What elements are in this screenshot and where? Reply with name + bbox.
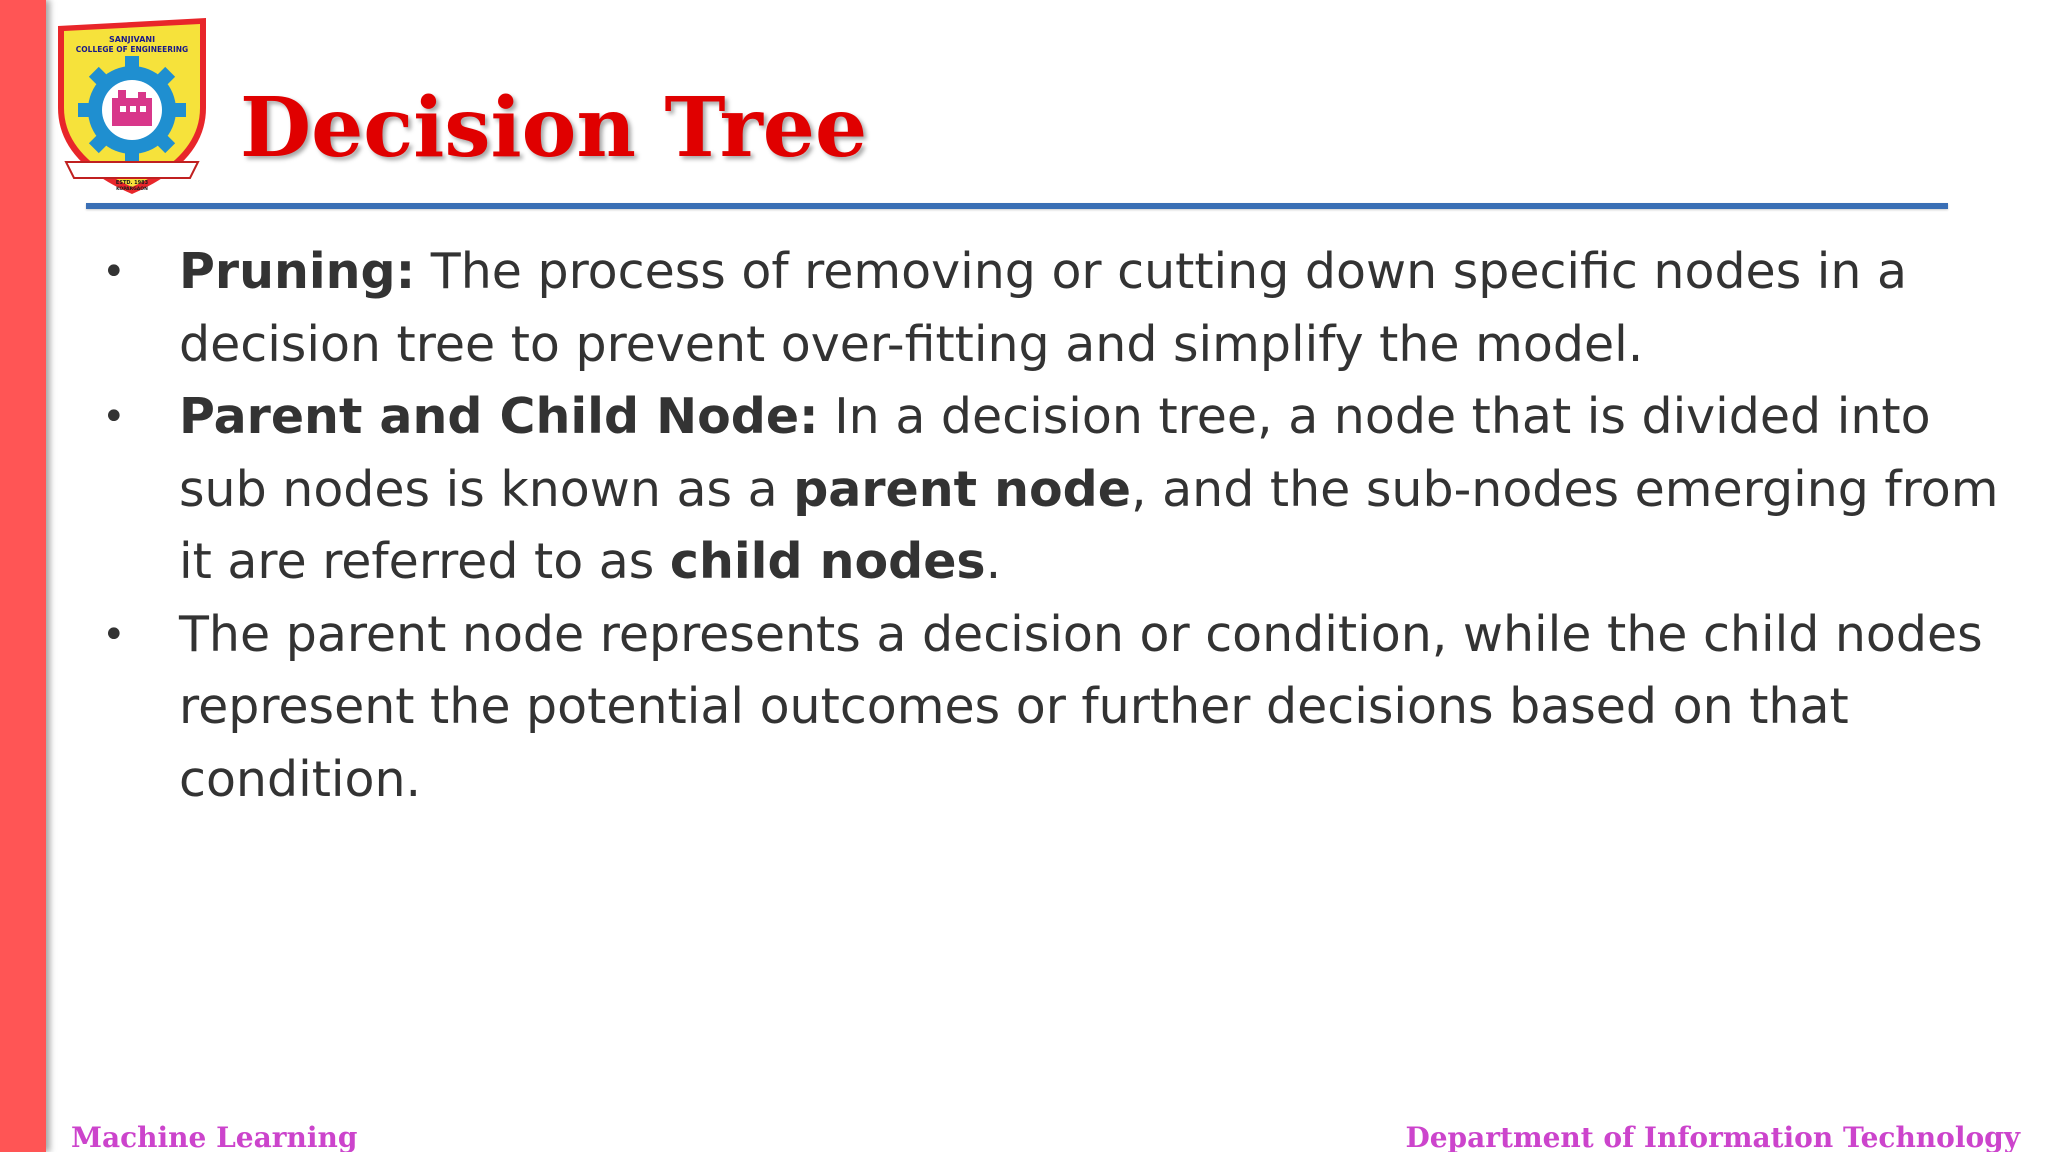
bullet-term: Parent and Child Node: [179, 388, 819, 445]
left-accent-bar [0, 0, 46, 1152]
bold-term-child-nodes: child nodes [669, 533, 986, 590]
logo-text-line2: COLLEGE OF ENGINEERING [75, 45, 189, 54]
bullet-icon: • [102, 249, 126, 295]
bold-term-parent-node: parent node [793, 460, 1131, 518]
bullet-text: The parent node represents a decision or condition, while the child nodes represent the potential outcomes or further decisions based on that condition. [179, 605, 1983, 808]
footer-department: Department of Information Technology [1405, 1121, 2020, 1152]
bullet-icon: • [102, 394, 126, 440]
slide-title: Decision Tree [240, 80, 868, 176]
bullet-text: The process of removing or cutting down specific nodes in a decision tree to prevent over-fitting and simplify the model. [179, 243, 1908, 373]
logo-text-line1: SANJIVANI [108, 35, 156, 44]
list-item [100, 236, 2000, 381]
list-item [100, 381, 2000, 599]
bullet-text: , and the sub-nodes emerging from it are referred to as [179, 460, 1999, 590]
list-item [100, 599, 2000, 817]
footer-course-name: Machine Learning [71, 1121, 358, 1152]
bullet-list [100, 236, 2000, 816]
logo-text-estd: ESTD. 1983 [115, 180, 149, 186]
bullet-text: In a decision tree, a node that is divided into sub nodes is known as a [179, 388, 1931, 518]
bullet-icon: • [102, 611, 126, 658]
title-underline [86, 203, 1948, 209]
logo-text-place: KOPARGAON [116, 187, 148, 192]
bullet-text: . [985, 533, 1002, 590]
bullet-term: Pruning: [179, 243, 416, 300]
college-emblem-icon [52, 12, 212, 198]
